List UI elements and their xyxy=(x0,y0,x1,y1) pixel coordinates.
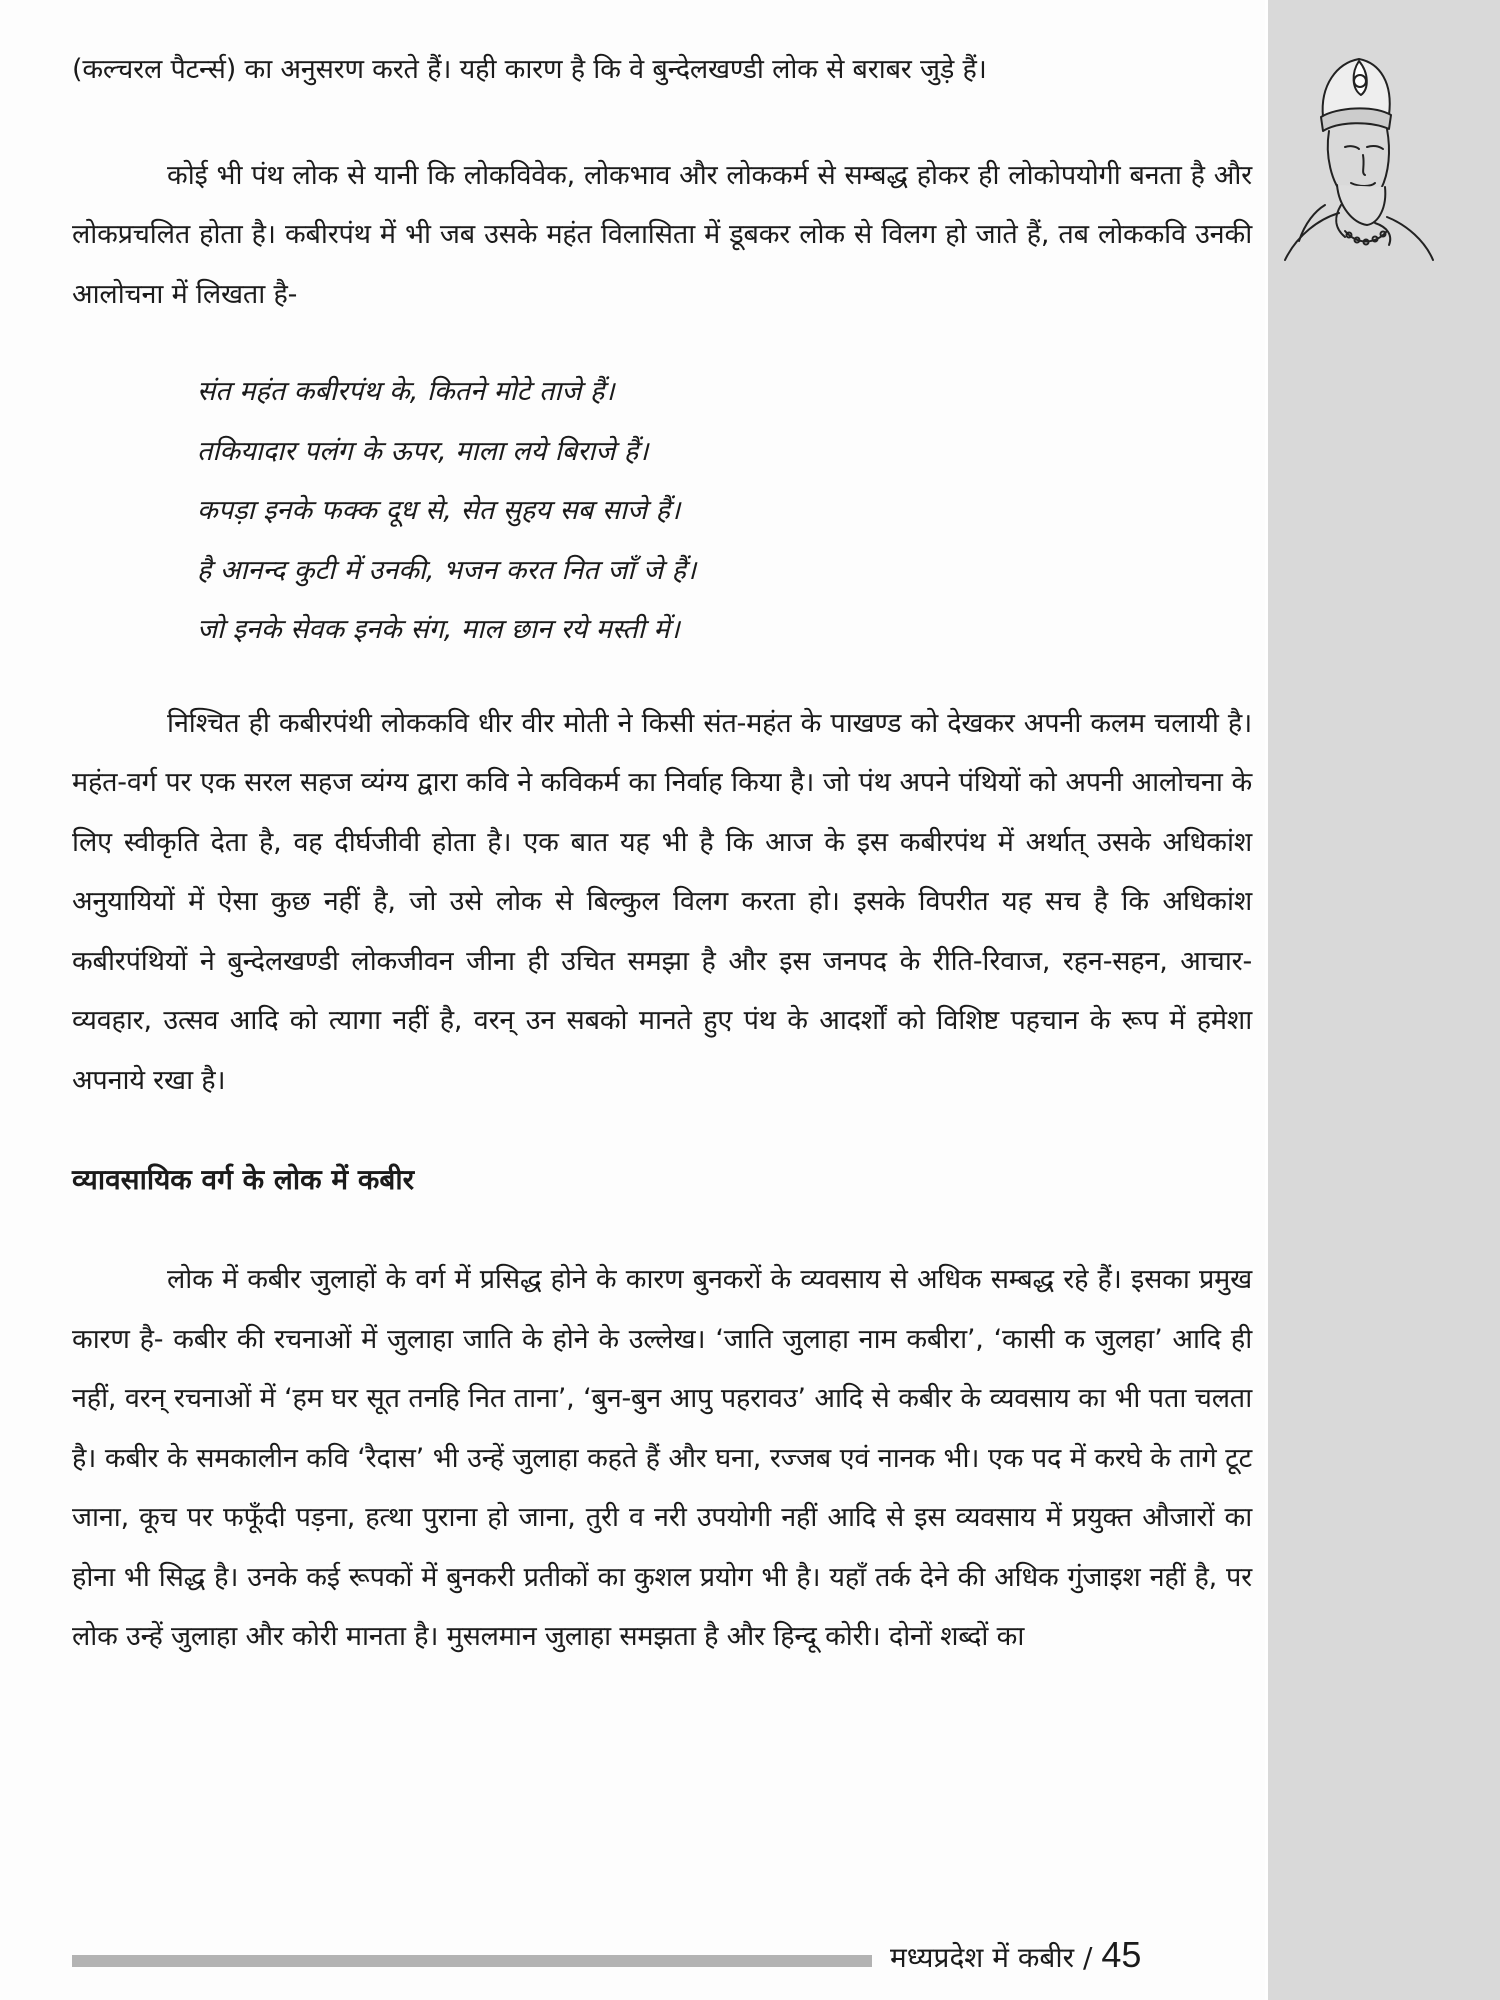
footer-separator: / xyxy=(1083,1941,1093,1974)
page-number: 45 xyxy=(1101,1934,1142,1975)
poem-line: जो इनके सेवक इनके संग, माल छान रये मस्ती में। xyxy=(197,614,680,645)
paragraph-2: कोई भी पंथ लोक से यानी कि लोकविवेक, लोकभाव और लोककर्म से सम्बद्ध होकर ही लोकोपयोगी बनता है और लोकप्रचलित होता है। कबीरपंथ में भी जब उसके महंत विलासिता में डूबकर लोक से विलग हो जाते हैं, तब लोककवि उनकी आलोचना में लिखता है- xyxy=(72,159,1252,310)
footer xyxy=(890,1934,1141,1976)
poem-block xyxy=(197,362,1252,660)
sidebar-strip xyxy=(1268,0,1500,2000)
poem-line: संत महंत कबीरपंथ के, कितने मोटे ताजे हैं। xyxy=(197,376,615,407)
page-content xyxy=(72,40,1252,1667)
poem-line: तकियादार पलंग के ऊपर, माला लये बिराजे हैं। xyxy=(197,435,649,467)
paragraph-3: निश्चित ही कबीरपंथी लोककवि धीर वीर मोती ने किसी संत-महंत के पाखण्ड को देखकर अपनी कलम चलायी है। महंत-वर्ग पर एक सरल सहज व्यंग्य द्वारा कवि ने कविकर्म का निर्वाह किया है। जो पंथ अपने पंथियों को अपनी आलोचना के लिए स्वीकृति देता है, वह दीर्घजीवी होता है। एक बात यह भी है कि आज के इस कबीरपंथ में अर्थात् उसके अधिकांश अनुयायियों में ऐसा कुछ नहीं है, जो उसे लोक से बिल्कुल विलग करता हो। इसके विपरीत यह सच है कि अधिकांश कबीरपंथियों ने बुन्देलखण्डी लोकजीवन जीना ही उचित समझा है और इस जनपद के रीति-रिवाज, रहन-सहन, आचार-व्यवहार, उत्सव आदि को त्यागा नहीं है, वरन् उन सबको मानते हुए पंथ के आदर्शों को विशिष्ट पहचान के रूप में हमेशा अपनाये रखा है। xyxy=(72,707,1252,1096)
section-heading: व्यावसायिक वर्ग के लोक में कबीर xyxy=(72,1163,415,1196)
poem-line: कपड़ा इनके फक्क दूध से, सेत सुहय सब साजे हैं। xyxy=(197,495,681,526)
paragraph-1: (कल्चरल पैटर्न्स) का अनुसरण करते हैं। यही कारण है कि वे बुन्देलखण्डी लोक से बराबर जुड़े हैं। xyxy=(72,54,987,85)
footer-rule xyxy=(72,1955,872,1967)
poem-line: है आनन्द कुटी में उनकी, भजन करत नित जाँ जे हैं। xyxy=(197,554,697,586)
book-title: मध्यप्रदेश में कबीर xyxy=(890,1941,1075,1974)
kabir-portrait-icon xyxy=(1275,55,1435,265)
paragraph-4: लोक में कबीर जुलाहों के वर्ग में प्रसिद्ध होने के कारण बुनकरों के व्यवसाय से अधिक सम्बद्ध रहे हैं। इसका प्रमुख कारण है- कबीर की रचनाओं में जुलाहा जाति के होने के उल्लेख। ‘जाति जुलाहा नाम कबीरा’, ‘कासी क जुलहा’ आदि ही नहीं, वरन् रचनाओं में ‘हम घर सूत तनहि नित ताना’, ‘बुन-बुन आपु पहरावउ’ आदि से कबीर के व्यवसाय का भी पता चलता है। कबीर के समकालीन कवि ‘रैदास’ भी उन्हें जुलाहा कहते हैं और घना, रज्जब एवं नानक भी। एक पद में करघे के तागे टूट जाना, कूच पर फफूँदी पड़ना, हत्था पुराना हो जाना, तुरी व नरी उपयोगी नहीं आदि से इस व्यवसाय में प्रयुक्त औजारों का होना भी सिद्ध है। उनके कई रूपकों में बुनकरी प्रतीकों का कुशल प्रयोग भी है। यहाँ तर्क देने की अधिक गुंजाइश नहीं है, पर लोक उन्हें जुलाहा और कोरी मानता है। मुसलमान जुलाहा समझता है और हिन्दू कोरी। दोनों शब्दों का xyxy=(72,1264,1252,1652)
